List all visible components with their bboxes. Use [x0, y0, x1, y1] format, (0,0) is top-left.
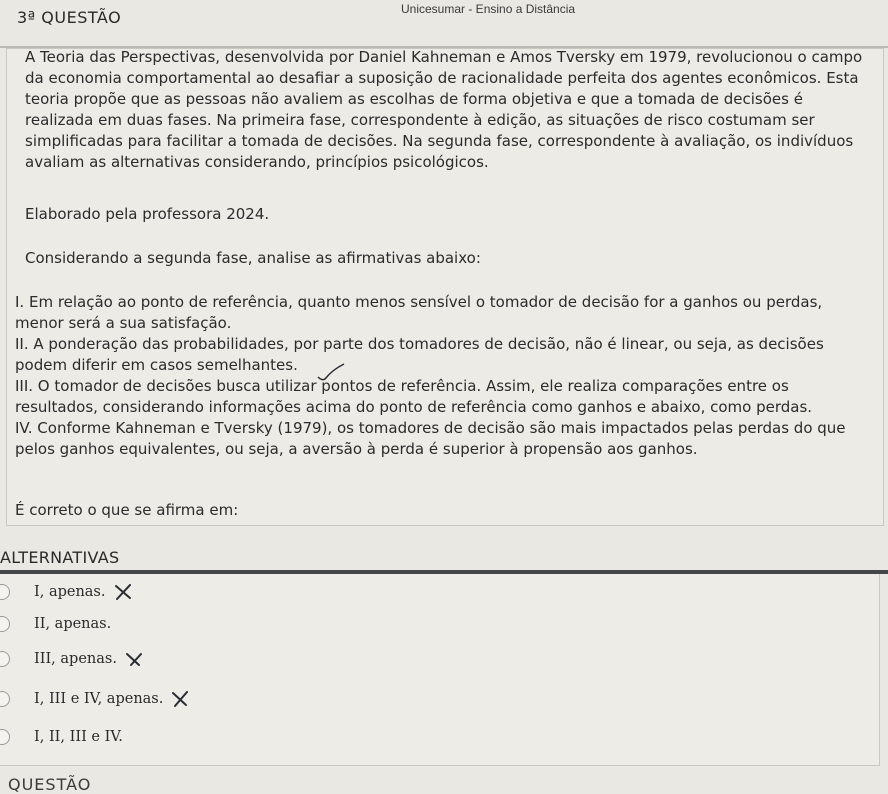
- source-header: Unicesumar - Ensino a Distância: [401, 2, 576, 16]
- handwritten-checkmark: [316, 362, 346, 382]
- cross-mark-icon: [171, 691, 189, 707]
- statement-3: III. O tomador de decisões busca utilizar pontos de referência. Assim, ele realiza comparações entre os resultados, considerando informações acima do ponto de referência como ganhos e abaixo, como perdas.: [15, 377, 813, 416]
- radio-button[interactable]: [0, 729, 10, 745]
- cross-mark-icon: [114, 584, 132, 600]
- statement-4: IV. Conforme Kahneman e Tversky (1979), os tomadores de decisão são mais impactados pelas perdas do que pelos ganhos equivalentes, ou seja, a aversão à perda é superior à propensão aos ganhos.: [15, 419, 846, 458]
- option-label: II, apenas.: [34, 616, 112, 632]
- option-label: I, II, III e IV.: [34, 729, 123, 745]
- option-label: I, apenas.: [34, 584, 132, 600]
- cross-mark-icon: [125, 651, 143, 667]
- next-question-title: QUESTÃO: [8, 775, 92, 794]
- question-card: [6, 48, 884, 526]
- alternatives-panel: [0, 574, 880, 766]
- radio-button[interactable]: [0, 651, 10, 667]
- statements-block: [15, 292, 871, 460]
- intro-paragraph: A Teoria das Perspectivas, desenvolvida por Daniel Kahneman e Amos Tversky em 1979, revolucionou o campo da economia comportamental ao desafiar a suposição de racionalidade perfeita dos agentes econômicos. Esta teoria propõe que as pessoas não avaliem as escolhas de forma objetiva e que a tomada de decisões é realizada em duas fases. Na primeira fase, correspondente à edição, as situações de risco costumam ser simplificadas para facilitar a tomada de decisões. Na segunda fase, correspondente à avaliação, os indivíduos avaliam as alternativas considerando, princípios psicológicos.: [25, 48, 863, 171]
- statement-1: I. Em relação ao ponto de referência, quanto menos sensível o tomador de decisão for a ganhos ou perdas, menor será a sua satisfação.: [15, 293, 823, 332]
- radio-button[interactable]: [0, 691, 10, 707]
- credit-line: Elaborado pela professora 2024.: [25, 205, 270, 223]
- option-label: III, apenas.: [34, 651, 143, 667]
- question-ask: É correto o que se afirma em:: [15, 501, 239, 519]
- alternatives-title: ALTERNATIVAS: [0, 548, 120, 567]
- statement-2: II. A ponderação das probabilidades, por parte dos tomadores de decisão, não é linear, ou seja, as decisões podem diferir em casos semelhantes.: [15, 335, 824, 374]
- radio-button[interactable]: [0, 616, 10, 632]
- radio-button[interactable]: [0, 584, 10, 600]
- option-label: I, III e IV, apenas.: [34, 691, 189, 707]
- prompt-line: Considerando a segunda fase, analise as afirmativas abaixo:: [25, 249, 481, 267]
- question-title: 3ª QUESTÃO: [17, 8, 122, 27]
